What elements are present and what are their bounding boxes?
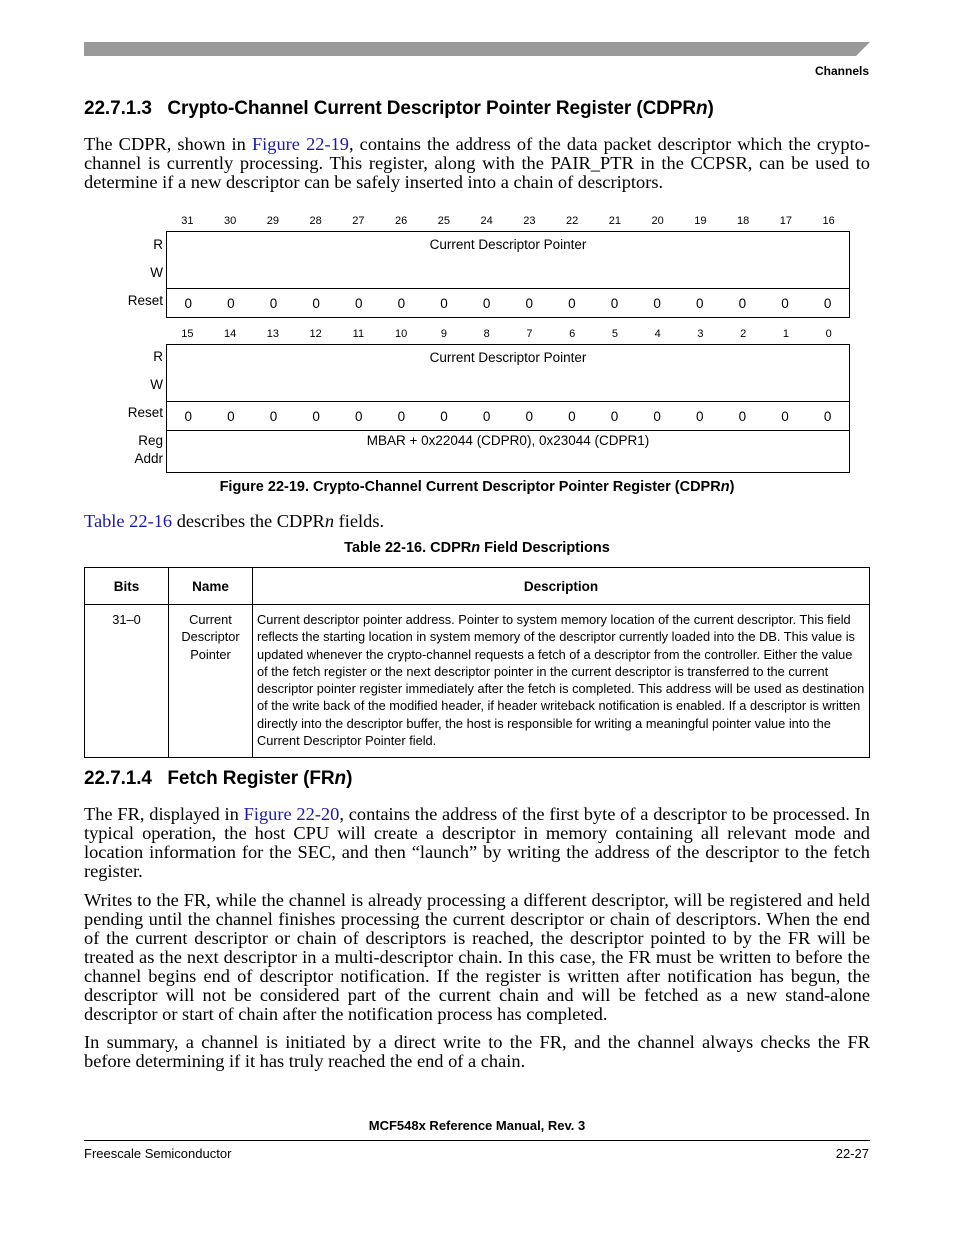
bit-number: 12 <box>309 328 322 340</box>
bit-number: 31 <box>181 215 194 227</box>
bit-number: 21 <box>608 215 621 227</box>
bit-numbers-upper <box>166 215 850 227</box>
label-r-lower: R <box>153 349 163 364</box>
reset-value: 0 <box>568 295 576 311</box>
label-r-upper: R <box>153 237 163 252</box>
bit-number: 16 <box>822 215 835 227</box>
table-caption <box>84 540 870 556</box>
section-heading-cdpr <box>84 98 714 120</box>
bit-number: 23 <box>523 215 536 227</box>
header-bar <box>84 42 870 56</box>
reset-value: 0 <box>696 408 704 424</box>
rw-row-lower <box>167 345 849 402</box>
paragraph-text: , contains the address of the first byte of a descriptor to be processed. In typical operation, the host CPU will create a descriptor in memory containing all relevant mode and location information for the SEC, and then “launch” by writing the address of the descriptor to the fetch register. <box>84 804 870 881</box>
footer-rule <box>84 1140 870 1141</box>
section-title: Fetch Register (FR <box>167 768 335 789</box>
bit-number: 6 <box>569 328 576 340</box>
figure-22-19-link[interactable]: Figure 22-19 <box>251 134 349 154</box>
field-current-descriptor-pointer: Current Descriptor Pointer <box>429 350 587 365</box>
label-reset-lower: Reset <box>127 405 163 420</box>
bit-number: 13 <box>266 328 279 340</box>
caption-text: Table 22-16. CDPR <box>344 540 472 556</box>
paragraph-text: The CDPR, shown in <box>84 134 252 154</box>
reset-value: 0 <box>525 408 534 424</box>
bit-number: 4 <box>654 328 661 340</box>
bit-number: 24 <box>480 215 493 227</box>
bit-number: 27 <box>352 215 365 227</box>
caption-text: Figure 22-19. Crypto-Channel Current Descriptor Pointer Register (CDPR <box>219 479 721 495</box>
reset-value: 0 <box>184 295 193 311</box>
header-name: Name <box>169 568 253 605</box>
reset-value: 0 <box>397 408 406 424</box>
reset-value: 0 <box>781 408 789 424</box>
cdpr-intro-paragraph <box>84 135 870 192</box>
paragraph-text: The FR, displayed in <box>84 804 244 824</box>
reset-value: 0 <box>269 295 278 311</box>
section-number: 22.7.1.3 <box>84 98 152 119</box>
register-lower <box>166 344 850 431</box>
reset-value: 0 <box>440 295 448 311</box>
reset-value: 0 <box>312 408 320 424</box>
reset-value: 0 <box>227 408 235 424</box>
header-description: Description <box>253 568 870 605</box>
figure-caption <box>84 479 870 495</box>
reset-value: 0 <box>823 295 832 311</box>
label-w-upper: W <box>150 265 163 280</box>
reset-value: 0 <box>355 408 363 424</box>
bit-number: 22 <box>566 215 579 227</box>
table-header-row <box>85 568 870 605</box>
reset-value: 0 <box>610 295 619 311</box>
fr-paragraph-2: Writes to the FR, while the channel is already processing a different descriptor, will be registered and held pending until the channel finishes processing the current descriptor or chain of descriptors. When the end of the current descriptor or chain of descriptors is reached, the descriptor pointed to by the FR will be treated as the next descriptor in a multi-descriptor chain. In this case, the FR must be written to before the channel begins end of descriptor notification. If the register is written after notification has begun, the descriptor will not be considered part of the current chain and will be fetched as a new stand-alone descriptor or start of chain after the notification process has completed. <box>84 890 870 1024</box>
cell-name <box>169 605 253 758</box>
reset-value: 0 <box>269 408 278 424</box>
bit-number: 26 <box>395 215 408 227</box>
bit-number: 14 <box>224 328 237 340</box>
caption-italic: n <box>720 479 730 495</box>
figure-22-20-link[interactable]: Figure 22-20 <box>243 804 340 824</box>
reset-value: 0 <box>781 295 789 311</box>
name-line: Pointer <box>190 646 231 662</box>
section-title-italic: n <box>334 768 347 789</box>
bit-number: 7 <box>526 328 533 340</box>
bit-number: 5 <box>611 328 618 340</box>
bit-number: 17 <box>779 215 792 227</box>
caption-suffix: Field Descriptions <box>480 540 610 556</box>
manual-title: MCF548x Reference Manual, Rev. 3 <box>368 1118 586 1133</box>
header-bits: Bits <box>85 568 169 605</box>
reset-value: 0 <box>184 408 193 424</box>
section-title: Crypto-Channel Current Descriptor Pointer Register (CDPR <box>167 98 697 119</box>
paragraph-text: describes the CDPR <box>172 511 325 531</box>
section-title-italic: n <box>696 98 708 119</box>
reset-value: 0 <box>696 295 704 311</box>
reset-value: 0 <box>653 295 661 311</box>
reset-row-upper <box>167 289 849 317</box>
cell-description: Current descriptor pointer address. Pointer to system memory location of the current descriptor. This field reflects the starting location in system memory of the descriptor currently loaded into the DB. This value is updated whenever the crypto-channel requests a fetch of a descriptor from the controller. Either the value of the fetch register or the next descriptor pointer in the current descriptor is transferred to the current descriptor pointer register immediately after the fetch is completed. This address will be used as destination of the write back of the modified header, if header writeback notification is enabled. If a descriptor is written directly into the descriptor buffer, the host is responsible for writing a meaningful pointer value into the Current Descriptor Pointer field. <box>253 605 870 758</box>
bit-number: 0 <box>825 328 832 340</box>
bit-number: 28 <box>309 215 322 227</box>
bit-number: 10 <box>395 328 408 340</box>
reset-value: 0 <box>397 295 406 311</box>
bit-number: 9 <box>440 328 447 340</box>
bit-number: 30 <box>224 215 237 227</box>
label-reset-upper: Reset <box>127 293 163 308</box>
reset-value: 0 <box>227 295 235 311</box>
field-descriptions-table <box>84 567 870 758</box>
bit-number: 18 <box>737 215 750 227</box>
reset-row-lower <box>167 402 849 430</box>
bit-number: 19 <box>694 215 707 227</box>
reset-value: 0 <box>738 408 747 424</box>
bit-number: 25 <box>437 215 450 227</box>
caption-suffix: ) <box>729 479 735 495</box>
running-header: Channels <box>814 64 869 78</box>
reset-value: 0 <box>525 295 534 311</box>
fr-paragraph-1 <box>84 805 870 881</box>
cell-bits: 31–0 <box>85 605 169 758</box>
reset-value: 0 <box>568 408 576 424</box>
bit-number: 29 <box>266 215 279 227</box>
reset-value: 0 <box>482 295 491 311</box>
reset-value: 0 <box>440 408 448 424</box>
paragraph-text: , contains the address of the data packet descriptor which the crypto-channel is currently processing. This register, along with the PAIR_PTR in the CCPSR, can be used to determine if a new descriptor can be safely inserted into a chain of descriptors. <box>84 134 871 192</box>
reset-value: 0 <box>610 408 619 424</box>
page-number: 22-27 <box>835 1146 869 1161</box>
bit-number: 8 <box>483 328 490 340</box>
caption-italic: n <box>471 540 481 556</box>
table-22-16-link[interactable]: Table 22-16 <box>84 511 173 531</box>
section-number: 22.7.1.4 <box>84 768 152 789</box>
reset-value: 0 <box>312 295 320 311</box>
register-address: MBAR + 0x22044 (CDPR0), 0x23044 (CDPR1) <box>166 429 850 473</box>
table-row <box>85 605 870 758</box>
field-current-descriptor-pointer: Current Descriptor Pointer <box>429 237 587 252</box>
label-addr: Addr <box>134 451 163 466</box>
section-title-suffix: ) <box>707 98 714 119</box>
fr-paragraph-3: In summary, a channel is initiated by a direct write to the FR, and the channel always checks the FR before determining if it has truly reached the end of a chain. <box>84 1032 870 1071</box>
bit-number: 1 <box>782 328 789 340</box>
paragraph-italic: n <box>324 511 335 531</box>
section-title-suffix: ) <box>346 768 353 789</box>
section-heading-fr <box>84 768 352 790</box>
reset-value: 0 <box>738 295 747 311</box>
company-name: Freescale Semiconductor <box>84 1146 232 1161</box>
reset-value: 0 <box>823 408 832 424</box>
bit-number: 20 <box>651 215 664 227</box>
rw-row-upper <box>167 232 849 289</box>
register-upper <box>166 231 850 318</box>
reset-value: 0 <box>653 408 661 424</box>
bit-number: 15 <box>181 328 194 340</box>
reset-value: 0 <box>355 295 363 311</box>
bit-number: 11 <box>352 328 365 340</box>
label-w-lower: W <box>150 377 163 392</box>
bit-number: 2 <box>740 328 747 340</box>
table-intro-paragraph <box>84 512 870 531</box>
bit-number: 3 <box>697 328 704 340</box>
label-reg: Reg <box>138 433 163 448</box>
name-line: Current <box>189 612 232 627</box>
name-line: Descriptor <box>181 629 240 645</box>
paragraph-text: fields. <box>334 511 385 531</box>
reset-value: 0 <box>482 408 491 424</box>
bit-numbers-lower <box>166 328 850 340</box>
